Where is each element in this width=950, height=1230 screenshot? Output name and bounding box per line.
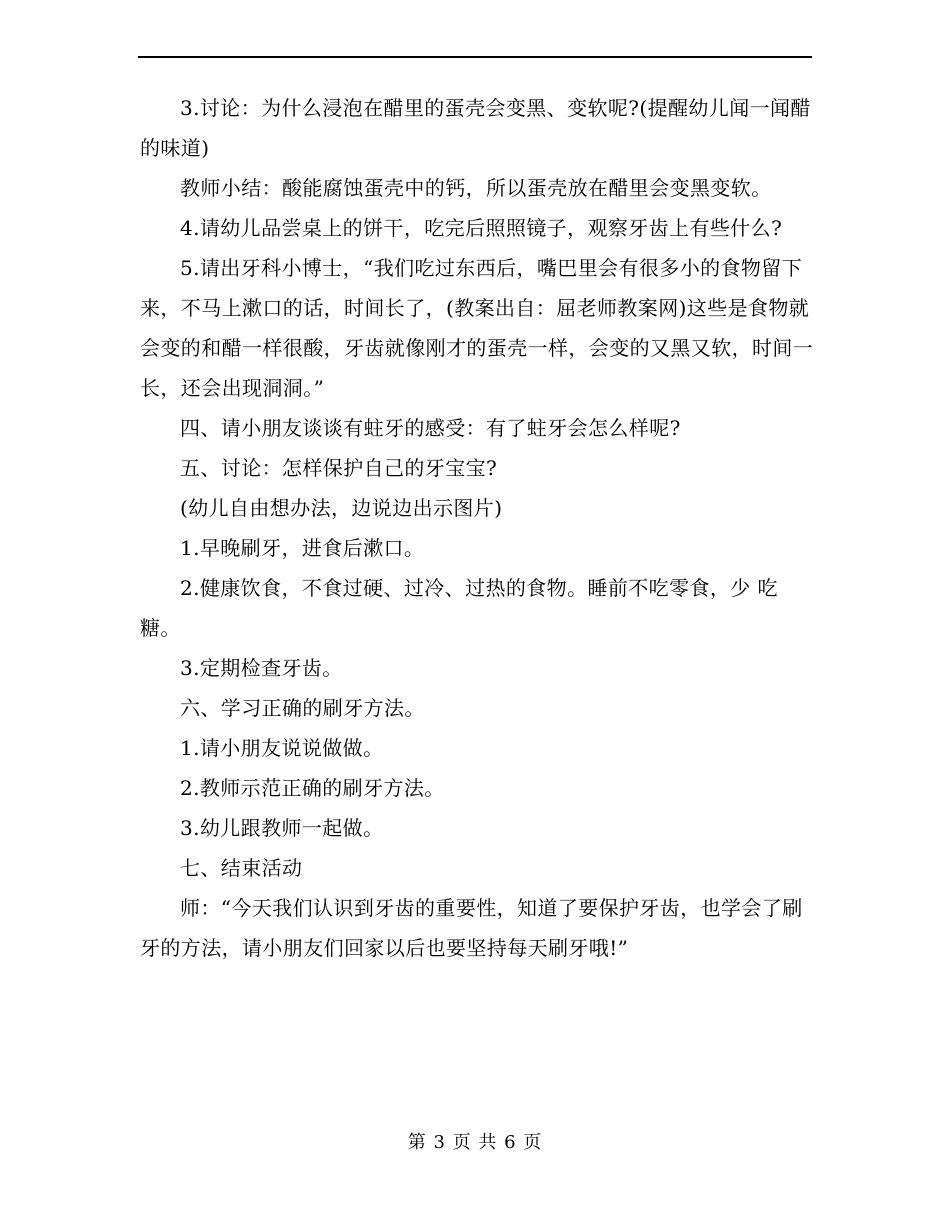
page-number-footer: 第 3 页 共 6 页	[407, 1132, 543, 1153]
paragraph: (幼儿自由想办法，边说边出示图片)	[180, 496, 503, 520]
paragraph: 四、请小朋友谈谈有蛀牙的感受：有了蛀牙会怎么样呢?	[180, 416, 681, 440]
paragraph: 4.请幼儿品尝桌上的饼干，吃完后照照镜子，观察牙齿上有些什么?	[180, 216, 783, 240]
paragraph: 师：“今天我们认识到牙齿的重要性，知道了要保护牙齿，也学会了刷牙的方法，请小朋友们回家以后也要坚持每天刷牙哦!”	[140, 896, 803, 960]
paragraph: 七、结束活动	[180, 856, 303, 880]
paragraph: 2.健康饮食，不食过硬、过冷、过热的食物。睡前不吃零食，少 吃糖。	[140, 576, 778, 640]
paragraph: 3.讨论：为什么浸泡在醋里的蛋壳会变黑、变软呢?(提醒幼儿闻一闻醋的味道)	[140, 96, 811, 160]
paragraph: 1.请小朋友说说做做。	[180, 736, 384, 760]
paragraph: 教师小结：酸能腐蚀蛋壳中的钙，所以蛋壳放在醋里会变黑变软。	[180, 176, 772, 200]
paragraph: 2.教师示范正确的刷牙方法。	[180, 776, 445, 800]
document-body	[140, 88, 816, 968]
paragraph: 5.请出牙科小博士，“我们吃过东西后，嘴巴里会有很多小的食物留下来，不马上漱口的话，时间长了，(教案出自：屈老师教案网)这些是食物就会变的和醋一样很酸，牙齿就像刚才的蛋壳一样，会变的又黑又软，时间一长，还会出现洞洞。”	[140, 256, 814, 400]
paragraph: 3.幼儿跟教师一起做。	[180, 816, 384, 840]
paragraph: 五、讨论：怎样保护自己的牙宝宝?	[180, 456, 498, 480]
header-rule	[138, 56, 812, 58]
paragraph: 3.定期检查牙齿。	[180, 656, 343, 680]
paragraph: 1.早晚刷牙，进食后漱口。	[180, 536, 425, 560]
paragraph: 六、学习正确的刷牙方法。	[180, 696, 425, 720]
